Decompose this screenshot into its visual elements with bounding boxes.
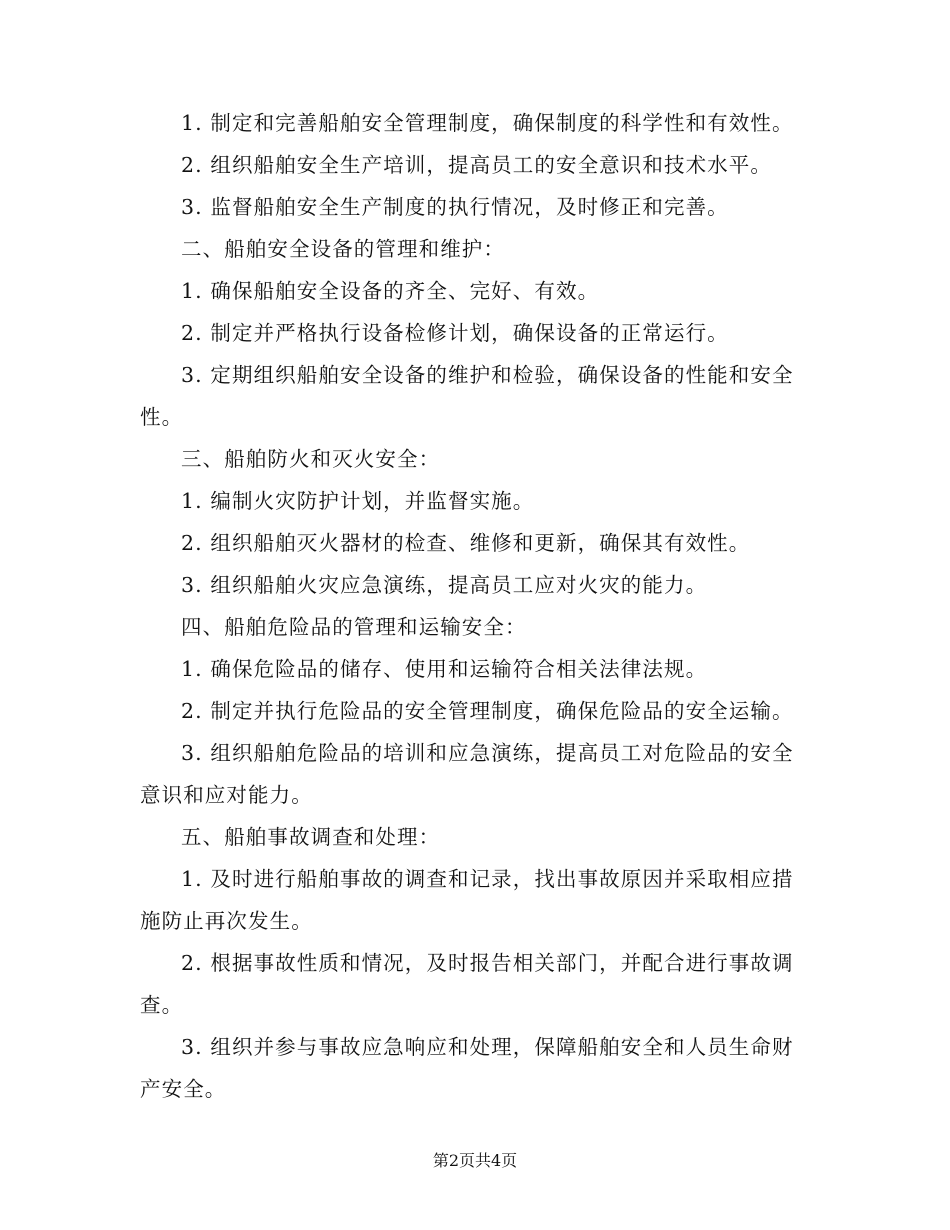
list-item: 1. 及时进行船舶事故的调查和记录，找出事故原因并采取相应措施防止再次发生。 [140,867,794,933]
section-heading: 四、船舶危险品的管理和运输安全： [181,615,527,639]
list-item: 1. 编制火灾防护计划，并监督实施。 [181,489,535,513]
list-item: 2. 制定并严格执行设备检修计划，确保设备的正常运行。 [181,321,729,345]
list-item: 1. 制定和完善船舶安全管理制度，确保制度的科学性和有效性。 [181,111,794,135]
page-footer [0,1148,950,1174]
list-item: 2. 根据事故性质和情况，及时报告相关部门，并配合进行事故调查。 [140,951,794,1017]
list-item: 2. 组织船舶安全生产培训，提高员工的安全意识和技术水平。 [181,153,772,177]
list-item: 3. 组织船舶危险品的培训和应急演练，提高员工对危险品的安全意识和应对能力。 [140,741,794,807]
list-item: 1. 确保船舶安全设备的齐全、完好、有效。 [181,279,600,303]
section-heading: 五、船舶事故调查和处理： [181,825,441,849]
list-item: 3. 定期组织船舶安全设备的维护和检验，确保设备的性能和安全性。 [140,363,794,429]
page-number: 第2页共4页 [432,1151,518,1170]
list-item: 3. 组织船舶火灾应急演练，提高员工应对火灾的能力。 [181,573,708,597]
list-item: 2. 组织船舶灭火器材的检查、维修和更新，确保其有效性。 [181,531,751,555]
list-item: 2. 制定并执行危险品的安全管理制度，确保危险品的安全运输。 [181,699,794,723]
section-heading: 三、船舶防火和灭火安全： [181,447,441,471]
document-body [140,102,812,1110]
list-item: 3. 监督船舶安全生产制度的执行情况，及时修正和完善。 [181,195,729,219]
list-item: 1. 确保危险品的储存、使用和运输符合相关法律法规。 [181,657,708,681]
list-item: 3. 组织并参与事故应急响应和处理，保障船舶安全和人员生命财产安全。 [140,1035,794,1101]
section-heading: 二、船舶安全设备的管理和维护： [181,237,505,261]
